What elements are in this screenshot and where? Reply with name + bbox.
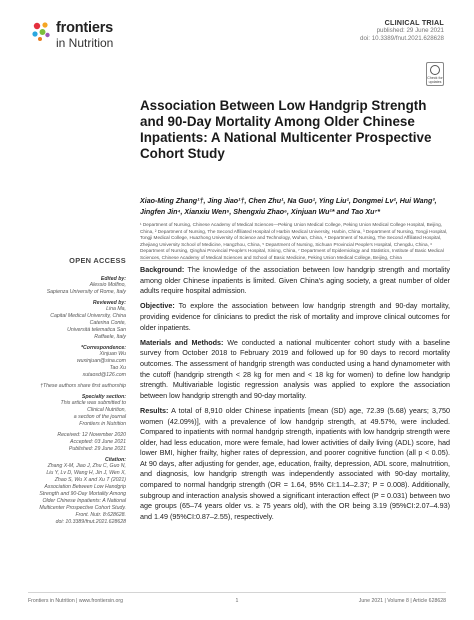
reviewer-line: Lina Ma, <box>106 306 126 312</box>
citation <box>28 457 126 526</box>
abstract-background <box>140 265 450 297</box>
editor-line: Sapienza University of Rome, Italy <box>46 289 126 295</box>
correspondent-name: Xinjuan Wu <box>99 351 126 357</box>
results-text: A total of 8,910 older Chinese inpatients [mean (SD) age, 72.39 (5.68) years; 3,750 women (42.09%)], with a prevalence of low handgrip strength, at 49.57%, were included. Compared to inpatients with normal handgrip strength, inpatients with low handgrip strength were older, had less education, more were female, had lower activities of daily living (ADL) score, had lower BMI, higher frailty, higher rates of depression, and poorer cognitive function (all p < 0.05). At 90 days, after adjusting for gender, age, education, frailty, depression, ADL score, malnutrition, and diagnosis, low handgrip strength was independently associated with 90-day mortality, compared to normal handgrip strength (OR = 1.64, 95% CI:1.14–2.37; P = 0.008). Additionally, subgroup and interaction analysis showed a significant interaction effect (P = 0.031) between two age groups (65–74 years older vs. ≥ 75 years old), with the OR being 3.19 (95%CI:2.07–4.93) and 1.49 (95%CI:0.87–2.55), respectively. <box>140 405 450 521</box>
background-text: The knowledge of the association between low handgrip strength and mortality among older Chinese inpatients is limited. Given China's aging society, a great number of older adults require hospital admission. <box>140 265 450 296</box>
article-dates <box>28 432 126 453</box>
update-icon <box>430 65 440 75</box>
published-date: published: 29 June 2021 <box>376 27 444 34</box>
correspondent-email[interactable]: wuxinjuan@sina.com <box>76 358 126 364</box>
page-number: 1 <box>235 598 239 604</box>
specialty-line: This article was submitted to <box>60 400 126 406</box>
objective-text: To explore the association between low handgrip strength and 90-day mortality, providing evidence for clinicians to predict the risk of mortality and improve clinical outcomes for older inpatients. <box>140 301 451 332</box>
footer-volume: June 2021 | Volume 8 | Article 628628 <box>358 598 446 604</box>
sidebar-published-date: Published: 29 June 2021 <box>68 446 126 452</box>
article-meta <box>244 18 444 43</box>
paper-title: Association Between Low Handgrip Strength and 90-Day Mortality Among Older Chinese Inpatients: A National Multicenter Prospective Cohort Study <box>140 98 432 161</box>
reviewer-line: Raffaele, Italy <box>94 334 126 340</box>
citation-line: Older Chinese Inpatients: A National <box>42 498 126 504</box>
methods-text: We conducted a national multicenter cohort study with a baseline survey from October 2018 to February 2019 and followed up for 90 days to record mortality outcomes. The assessment of handgrip strength was conducted using a hand dynamometer with the cutoff (handgrip strength < 28 kg for men and < 18 kg for women) to define low handgrip strength. Multivariable logistic regression analysis was applied to explore the association between low handgrip strength and 90-day mortality. <box>140 337 451 400</box>
abstract-rule-top <box>140 260 450 261</box>
citation-line: Strength and 90-Day Mortality Among <box>39 491 126 497</box>
specialty-label: Specialty section: <box>81 394 126 400</box>
reviewed-by-label: Reviewed by: <box>92 300 126 306</box>
results-label: Results: <box>140 405 169 415</box>
reviewer-line: Capital Medical University, China <box>50 313 126 319</box>
abstract-methods <box>140 338 450 402</box>
accepted-date: Accepted: 03 June 2021 <box>70 439 126 445</box>
affiliations: ¹ Department of Nursing, Chinese Academy of Medical Sciences—Peking Union Medical College, Peking Union Medical College Hospital, Beijing, China, ² Department of Nursing, The Second Affiliated Hospital of Harbin Medical University, Harbin, China, ³ Department of Nursing, Tongji Hospital, Tongji Medical College, Huazhong University of Science and Technology, Wuhan, China, ⁴ Department of Nursing, The Second Affiliated Hospital, Zhejiang University School of Medicine, Hangzhou, China, ⁵ Department of Nursing, Sichuan Provincial People's Hospital, Chengdu, China, ⁶ Department of Nursing, Qinghai Provincial People's Hospital, Xining, China, ⁷ Department of Epidemiology and Statistics, Institute of Basic Medical Sciences, Chinese Academy of Medical Sciences and School of Basic Medicine, Peking Union Medical College, Beijing, China <box>140 222 448 260</box>
article-type: CLINICAL TRIAL <box>384 18 444 27</box>
citation-line: Association Between Low Handgrip <box>44 484 126 490</box>
citation-doi[interactable]: doi: 10.3389/fnut.2021.628628 <box>55 519 126 525</box>
open-access-label: OPEN ACCESS <box>69 256 126 265</box>
reviewed-by <box>28 300 126 341</box>
edited-by <box>28 276 126 296</box>
edited-by-label: Edited by: <box>100 276 126 282</box>
equal-contribution-text: †These authors share first authorship <box>40 383 126 389</box>
specialty-line: Clinical Nutrition, <box>87 407 126 413</box>
editor-line: Alessio Molfino, <box>89 282 126 288</box>
received-date: Received: 12 November 2020 <box>57 432 126 438</box>
journal-logo <box>30 18 150 54</box>
correspondent-name: Tao Xu <box>109 365 126 371</box>
author-list: Xiao-Ming Zhang¹†, Jing Jiao¹†, Chen Zhu¹, Na Guo¹, Ying Liu¹, Dongmei Lv², Hui Wang³, Jingfen Jin⁴, Xianxiu Wen⁵, Shengxiu Zhao⁶, Xinjuan Wu¹* and Tao Xu⁷* <box>140 197 437 216</box>
background-label: Background: <box>140 265 185 274</box>
check-for-updates-badge[interactable] <box>426 62 444 86</box>
methods-label: Materials and Methods: <box>140 337 224 347</box>
citation-line: Front. Nutr. 8:628628. <box>75 512 126 518</box>
frontiers-logo-icon <box>30 20 52 42</box>
abstract-objective <box>140 301 450 333</box>
abstract-results <box>140 406 450 523</box>
check-for-updates-label: Check for updates <box>427 76 443 84</box>
citation-line: Multicenter Prospective Cohort Study. <box>39 505 126 511</box>
footer-journal[interactable]: Frontiers in Nutrition | www.frontiersin.org <box>28 598 124 604</box>
page-footer <box>28 592 446 608</box>
correspondence-label: *Correspondence: <box>81 345 126 351</box>
specialty-section <box>28 394 126 428</box>
correspondent-email[interactable]: xutaosd@126.com <box>82 372 126 378</box>
journal-name-line1: frontiers <box>56 20 114 36</box>
citation-label: Citation: <box>104 457 126 463</box>
citation-line: Zhang X-M, Jiao J, Zhu C, Guo N, <box>47 463 126 469</box>
objective-label: Objective: <box>140 301 175 311</box>
citation-line: Zhao S, Wu X and Xu T (2021) <box>54 477 126 483</box>
specialty-line: a section of the journal <box>73 414 126 420</box>
correspondence <box>28 345 126 379</box>
abstract <box>140 265 450 527</box>
reviewer-line: Caterina Conte, <box>89 320 126 326</box>
journal-name-line2: in Nutrition <box>56 36 114 50</box>
equal-contribution-note <box>28 383 126 390</box>
reviewer-line: Università telematica San <box>67 327 126 333</box>
article-sidebar <box>28 276 126 530</box>
doi[interactable]: doi: 10.3389/fnut.2021.628628 <box>360 35 444 42</box>
specialty-line: Frontiers in Nutrition <box>79 421 126 427</box>
citation-line: Liu Y, Lv D, Wang H, Jin J, Wen X, <box>46 470 126 476</box>
